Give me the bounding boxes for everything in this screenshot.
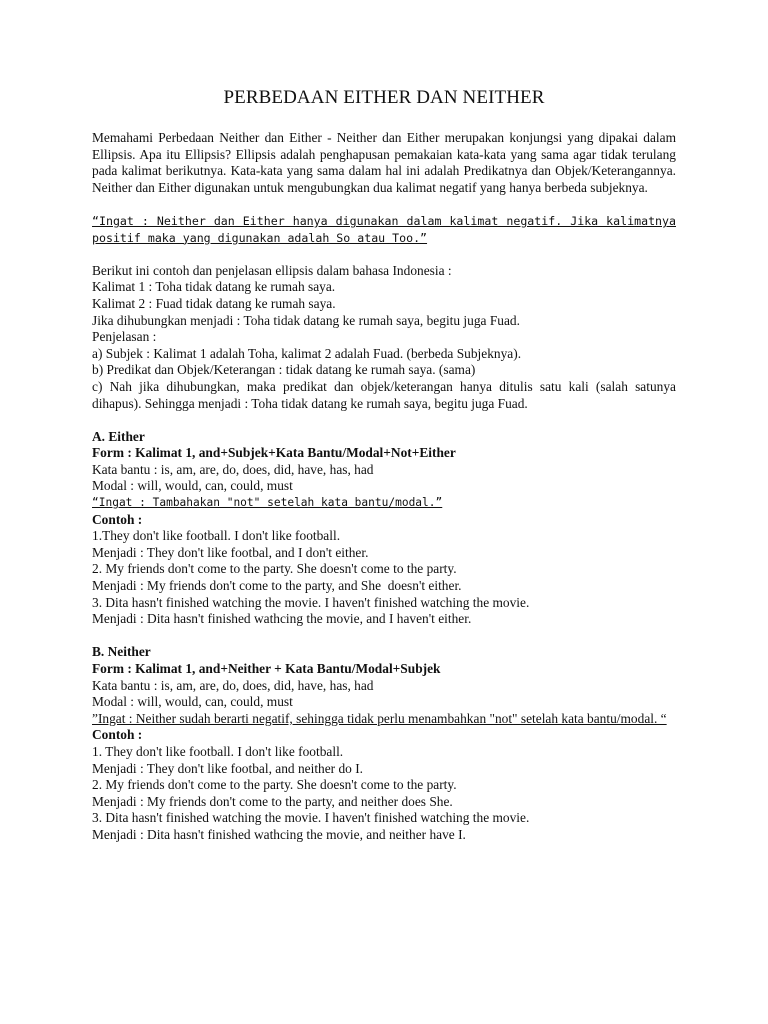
neither-note: ”Ingat : Neither sudah berarti negatif, sehingga tidak perlu menambahkan "not" setelah kata bantu/modal. “ — [92, 710, 667, 726]
neither-example: Menjadi : My friends don't come to the party, and neither does She. — [92, 793, 453, 809]
neither-heading: B. Neither — [92, 644, 151, 660]
example-last-paragraph: c) Nah jika dihubungkan, maka predikat dan objek/keterangan hanya ditulis satu kali (salah satunya dihapus). Sehingga menjadi : Toha tidak datang ke rumah saya, begitu juga Fuad. — [92, 378, 676, 411]
either-example: Menjadi : My friends don't come to the party, and She doesn't either. — [92, 578, 462, 594]
spacer — [92, 196, 676, 213]
neither-kata-bantu: Kata bantu : is, am, are, do, does, did, have, has, had — [92, 677, 374, 693]
either-kata-bantu: Kata bantu : is, am, are, do, does, did, have, has, had — [92, 461, 374, 477]
spacer — [92, 628, 676, 645]
spacer — [92, 412, 676, 429]
example-line: Jika dihubungkan menjadi : Toha tidak datang ke rumah saya, begitu juga Fuad. — [92, 312, 520, 328]
intro-paragraph: Memahami Perbedaan Neither dan Either - Neither dan Either merupakan konjungsi yang dipakai dalam Ellipsis. Apa itu Ellipsis? Ellipsis adalah penghapusan pemakaian kata-kata yang sama agar tidak terulang pada kalimat berikutnya. Kata-kata yang sama dalam hal ini adalah Predikatnya dan Objek/Keterangannya. Neither dan Either digunakan untuk mengubungkan dua kalimat negatif yang hanya berbeda subjeknya. — [92, 130, 676, 195]
example-line: Penjelasan : — [92, 329, 157, 345]
neither-modal: Modal : will, would, can, could, must — [92, 694, 293, 710]
either-example: 2. My friends don't come to the party. She doesn't come to the party. — [92, 561, 457, 577]
example-line: a) Subjek : Kalimat 1 adalah Toha, kalimat 2 adalah Fuad. (berbeda Subjeknya). — [92, 345, 522, 361]
neither-form: Form : Kalimat 1, and+Neither + Kata Bantu/Modal+Subjek — [92, 661, 441, 676]
example-line: b) Predikat dan Objek/Keterangan : tidak datang ke rumah saya. (sama) — [92, 362, 476, 378]
either-section — [92, 429, 676, 628]
either-modal: Modal : will, would, can, could, must — [92, 478, 293, 494]
either-example: Menjadi : They don't like footbal, and I don't either. — [92, 544, 369, 560]
example-section — [92, 263, 676, 412]
example-line: Berikut ini contoh dan penjelasan ellipsis dalam bahasa Indonesia : — [92, 262, 452, 278]
either-example: 1.They don't like football. I don't like football. — [92, 528, 341, 544]
neither-example: 1. They don't like football. I don't like football. — [92, 743, 344, 759]
neither-example: Menjadi : Dita hasn't finished wathcing the movie, and neither have I. — [92, 826, 466, 842]
either-example: Menjadi : Dita hasn't finished wathcing the movie, and I haven't either. — [92, 611, 472, 627]
neither-example: 2. My friends don't come to the party. She doesn't come to the party. — [92, 777, 457, 793]
either-heading: A. Either — [92, 428, 145, 444]
main-note: “Ingat : Neither dan Either hanya digunakan dalam kalimat negatif. Jika kalimatnya positif maka yang digunakan adalah So atau Too.” — [92, 213, 676, 245]
neither-contoh-label: Contoh : — [92, 727, 143, 743]
either-form: Form : Kalimat 1, and+Subjek+Kata Bantu/Modal+Not+Either — [92, 445, 456, 461]
either-contoh-label: Contoh : — [92, 511, 143, 527]
example-line: Kalimat 1 : Toha tidak datang ke rumah saya. — [92, 279, 336, 295]
either-example: 3. Dita hasn't finished watching the movie. I haven't finished watching the movie. — [92, 594, 530, 610]
neither-example: 3. Dita hasn't finished watching the movie. I haven't finished watching the movie. — [92, 810, 530, 826]
spacer — [92, 246, 676, 263]
example-line: Kalimat 2 : Fuad tidak datang ke rumah saya. — [92, 295, 336, 311]
neither-example: Menjadi : They don't like footbal, and neither do I. — [92, 760, 364, 776]
either-note: “Ingat : Tambahakan "not" setelah kata bantu/modal.” — [92, 496, 443, 510]
neither-section — [92, 644, 676, 843]
page-title: PERBEDAAN EITHER DAN NEITHER — [223, 87, 545, 108]
document-page — [92, 86, 676, 844]
